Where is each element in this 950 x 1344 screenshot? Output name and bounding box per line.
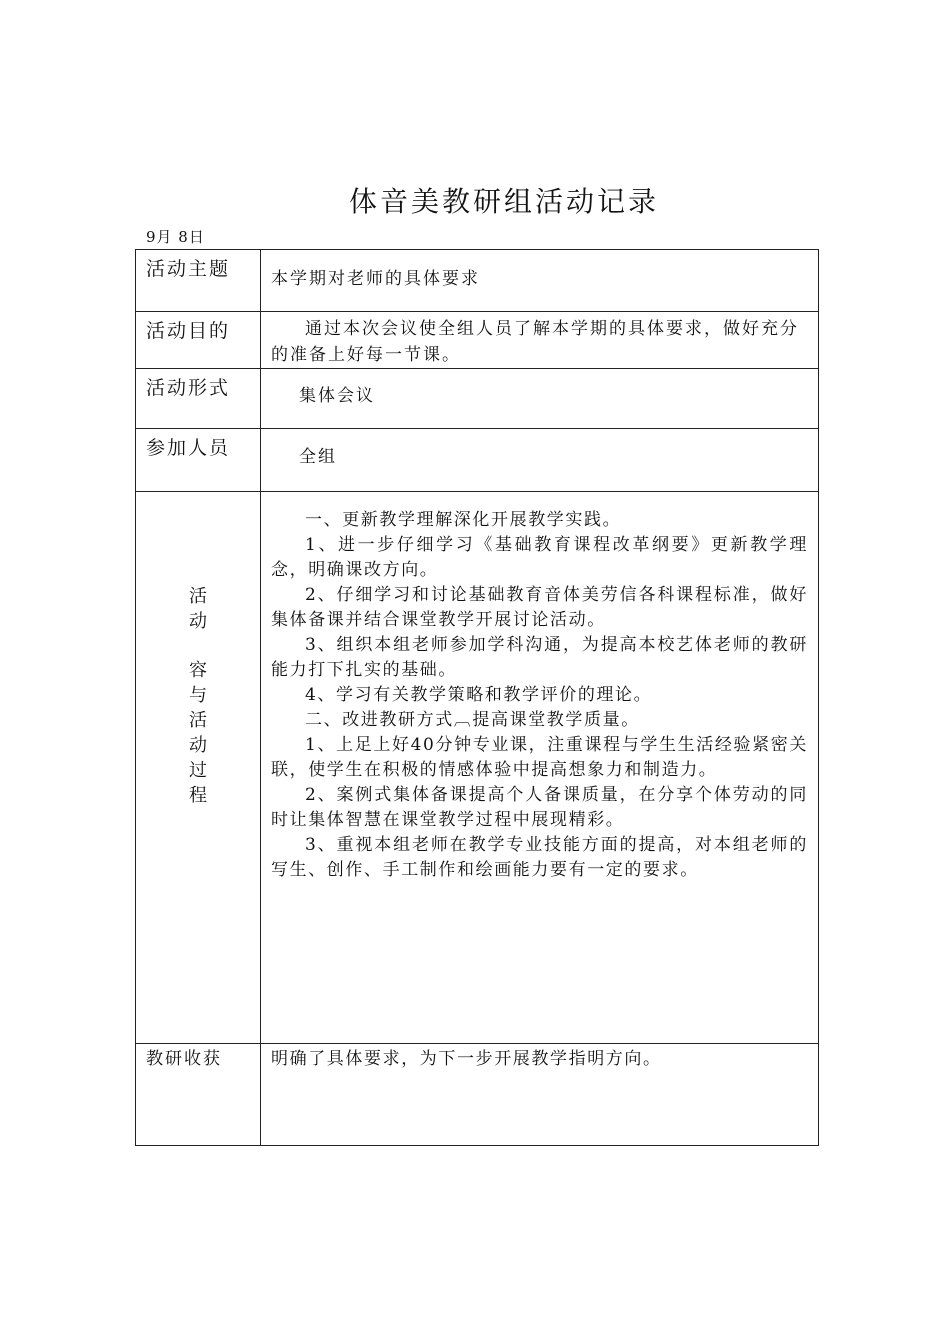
record-date: 9月 8日: [146, 228, 205, 246]
table-row-purpose: [136, 312, 819, 369]
process-paragraph: 3、重视本组老师在教学专业技能方面的提高，对本组老师的写生、创作、手工制作和绘画能力要有一定的要求。: [271, 835, 808, 880]
process-label: [136, 492, 261, 1044]
participants-label: 参加人员: [136, 429, 261, 492]
table-row-form: [136, 369, 819, 429]
form-label: 活动形式: [136, 369, 261, 429]
table-row-theme: [136, 250, 819, 312]
theme-value: 本学期对老师的具体要求: [261, 250, 819, 312]
process-paragraph: 4、学习有关教学策略和教学评价的理论。: [305, 685, 653, 705]
table-row-participants: [136, 429, 819, 492]
activity-record-table: [135, 249, 819, 1146]
harvest-label: 教研收获: [136, 1044, 261, 1146]
purpose-value: [261, 312, 819, 369]
process-paragraph: 3、组织本组老师参加学科沟通，为提高本校艺体老师的教研能力打下扎实的基础。: [271, 635, 808, 680]
process-label-char: 容: [189, 660, 207, 681]
participants-value: 全组: [261, 429, 819, 492]
purpose-label: 活动目的: [136, 312, 261, 369]
process-content: [261, 492, 819, 1044]
process-paragraph: 1、进一步仔细学习《基础教育课程改革纲要》更新教学理念，明确课改方向。: [271, 535, 808, 580]
form-value: 集体会议: [261, 369, 819, 429]
process-paragraph: 1、上足上好40分钟专业课，注重课程与学生生活经验紧密关联，使学生在积极的情感体验中提高想象力和制造力。: [271, 735, 808, 780]
process-label-char: 与: [189, 685, 207, 706]
process-paragraph: 二、改进教研方式︹提高课堂教学质量。: [305, 710, 640, 730]
process-label-char: 动: [189, 611, 207, 632]
process-paragraph: 2、案例式集体备课提高个人备课质量，在分享个体劳动的同时让集体智慧在课堂教学过程中展现精彩。: [271, 785, 808, 830]
table-row-process: [136, 492, 819, 1044]
purpose-text: 通过本次会议使全组人员了解本学期的具体要求，做好充分的准备上好每一节课。: [271, 319, 799, 365]
process-label-char: 动: [189, 735, 207, 756]
process-paragraph: 2、仔细学习和讨论基础教育音体美劳信各科课程标准，做好集体备课并结合课堂教学开展讨论活动。: [271, 585, 808, 630]
table-row-harvest: [136, 1044, 819, 1146]
harvest-value: 明确了具体要求，为下一步开展教学指明方向。: [261, 1044, 819, 1146]
process-paragraph: 一、更新教学理解深化开展教学实践。: [305, 510, 622, 530]
theme-label: 活动主题: [136, 250, 261, 312]
process-label-char: 活: [189, 710, 207, 731]
page-title: 体音美教研组活动记录: [348, 185, 659, 218]
process-label-char: 过: [189, 760, 207, 781]
process-label-char: 活: [189, 586, 207, 607]
process-label-char: 程: [189, 785, 207, 806]
